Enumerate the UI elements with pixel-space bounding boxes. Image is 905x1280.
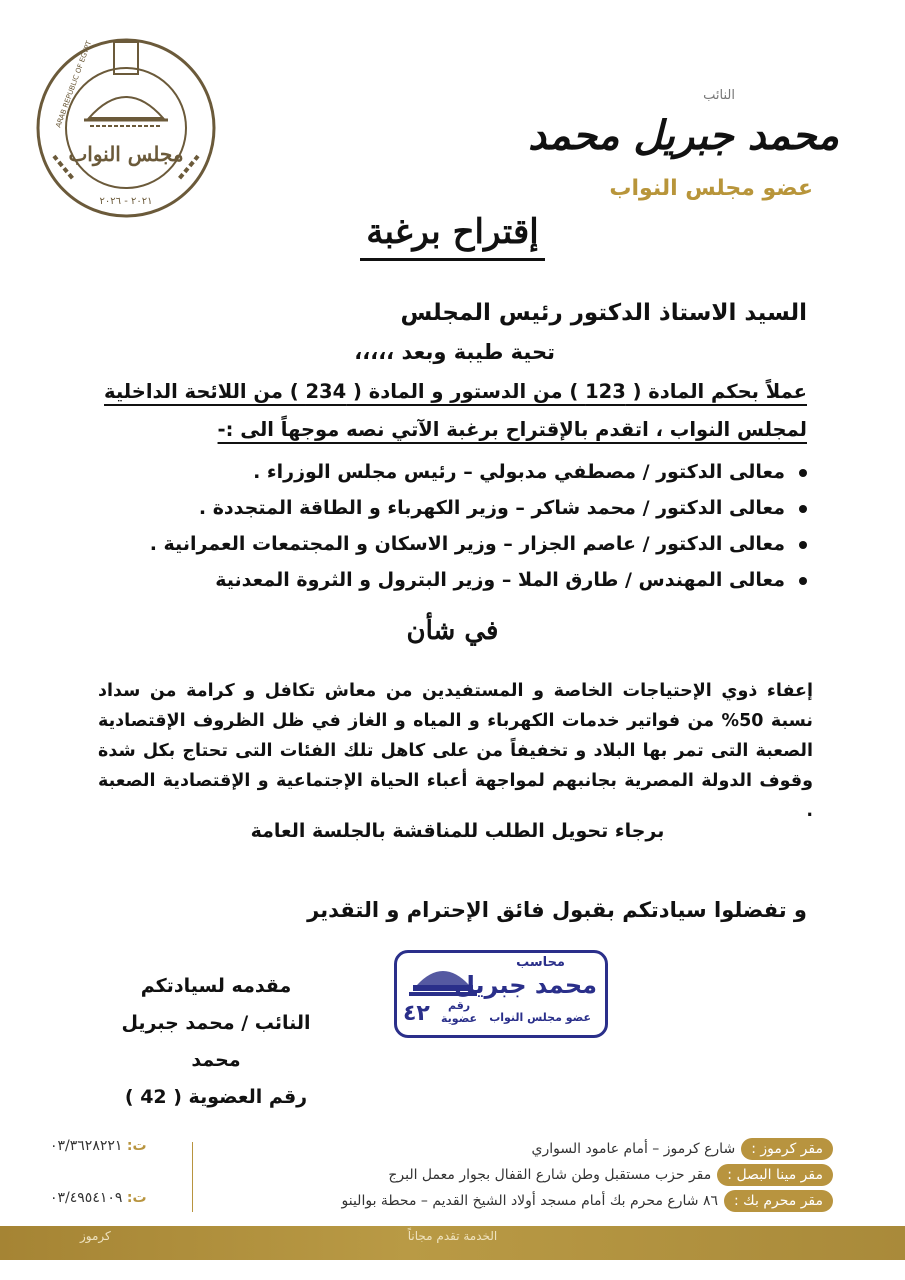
recipient-item [150, 490, 807, 526]
parliament-seal-logo [34, 36, 218, 220]
signature-block [96, 968, 336, 1116]
address-label: مقر محرم بك : [724, 1190, 833, 1212]
stamp-number: ٤٢ [403, 1001, 430, 1026]
greeting: تحية طيبة وبعد ،،،،، [354, 340, 555, 364]
address-row [388, 1164, 833, 1186]
stamp-number-label-1: رقم [447, 999, 471, 1012]
subject-heading: في شأن [406, 616, 499, 646]
document-title [0, 212, 905, 252]
recipient-text: معالى الدكتور / مصطفي مدبولي – رئيس مجلس الوزراء . [253, 461, 785, 483]
preamble-line-1: عملاً بحكم المادة ( 123 ) من الدستور و المادة ( 234 ) من اللائحة الداخلية [104, 380, 807, 403]
recipients-list [150, 454, 807, 598]
bullet-icon [799, 505, 807, 513]
phone-label: ت: [126, 1138, 147, 1154]
preamble-line-2: لمجلس النواب ، اتقدم بالإقتراح برغبة الآتي نصه موجهاً الى :- [217, 418, 807, 441]
address-label: مقر مينا البصل : [717, 1164, 833, 1186]
official-stamp [394, 950, 608, 1038]
recipient-text: معالى المهندس / طارق الملا – وزير البترول و الثروة المعدنية [215, 569, 785, 591]
stamp-name: محمد جبريل [454, 971, 597, 999]
signature-line-2: النائب / محمد جبريل محمد [121, 1012, 311, 1071]
recipient-text: معالى الدكتور / محمد شاكر – وزير الكهرباء و الطاقة المتجددة . [198, 497, 785, 519]
bullet-icon [799, 541, 807, 549]
mp-name-calligraphy: محمد جبريل محمد [528, 112, 839, 159]
footer-divider [192, 1142, 193, 1212]
recipient-item [150, 562, 807, 598]
svg-text:ARAB REPUBLIC OF EGYPT: ARAB REPUBLIC OF EGYPT [54, 39, 94, 129]
address-text: شارع كرموز – أمام عامود السواري [531, 1141, 736, 1157]
address-row [342, 1190, 834, 1212]
mp-label: النائب [703, 88, 735, 103]
svg-text:٢٠٢١ - ٢٠٢٦: ٢٠٢١ - ٢٠٢٦ [99, 196, 153, 207]
closing-line: و تفضلوا سيادتكم بقبول فائق الإحترام و التقدير [307, 898, 807, 922]
phone-row [50, 1190, 147, 1206]
bullet-icon [799, 469, 807, 477]
bullet-icon [799, 577, 807, 585]
phone-label: ت: [126, 1190, 147, 1206]
mp-role: عضو مجلس النواب [609, 176, 813, 201]
phone-number: ٠٣/٣٦٢٨٢٢١ [50, 1138, 123, 1154]
stamp-number-label [441, 999, 477, 1025]
stamp-number-label-2: عضوية [441, 1012, 478, 1025]
address-text: ٨٦ شارع محرم بك أمام مسجد أولاد الشيخ القديم – محطة بوالينو [341, 1193, 718, 1209]
svg-text:مجلس النواب: مجلس النواب [68, 142, 184, 166]
document-title-text: إقتراح برغبة [360, 212, 544, 261]
addressee: السيد الاستاذ الدكتور رئيس المجلس [400, 300, 807, 326]
body-paragraph: إعفاء ذوي الإحتياجات الخاصة و المستفيدين من معاش تكافل و كرامة من سداد نسبة 50% من فواتير خدمات الكهرباء و المياه و الغاز في ظل الظروف الإقتصادية الصعبة التى تمر بها البلاد و تخفيفاً من على كاهل تلك الفئات التى تحتاج بكل شدة وقوف الدولة المصرية بجانبهم لمواجهة أعباء الحياة الإجتماعية و الإقتصادية الصعبة . [98, 681, 814, 821]
address-label: مقر كرموز : [741, 1138, 833, 1160]
recipient-item [150, 526, 807, 562]
phone-row [50, 1138, 147, 1154]
address-text: مقر حزب مستقبل وطن شارع القفال بجوار معمل البرج [388, 1167, 712, 1183]
address-row [532, 1138, 833, 1160]
recipient-item [150, 454, 807, 490]
phone-number: ٠٣/٤٩٥٤١٠٩ [50, 1190, 123, 1206]
footer-slogan: الخدمة تقدم مجاناً [407, 1229, 498, 1243]
signature-line-3: رقم العضوية ( 42 ) [124, 1086, 308, 1108]
stamp-role: عضو مجلس النواب [489, 1011, 591, 1024]
recipient-text: معالى الدكتور / عاصم الجزار – وزير الاسكان و المجتمعات العمرانية . [149, 533, 785, 555]
signature-line-1: مقدمه لسيادتكم [140, 975, 292, 997]
stamp-title: محاسب [516, 955, 565, 970]
request-line: برجاء تحويل الطلب للمناقشة بالجلسة العامة [250, 820, 665, 842]
footer-city: كرموز [80, 1229, 111, 1243]
